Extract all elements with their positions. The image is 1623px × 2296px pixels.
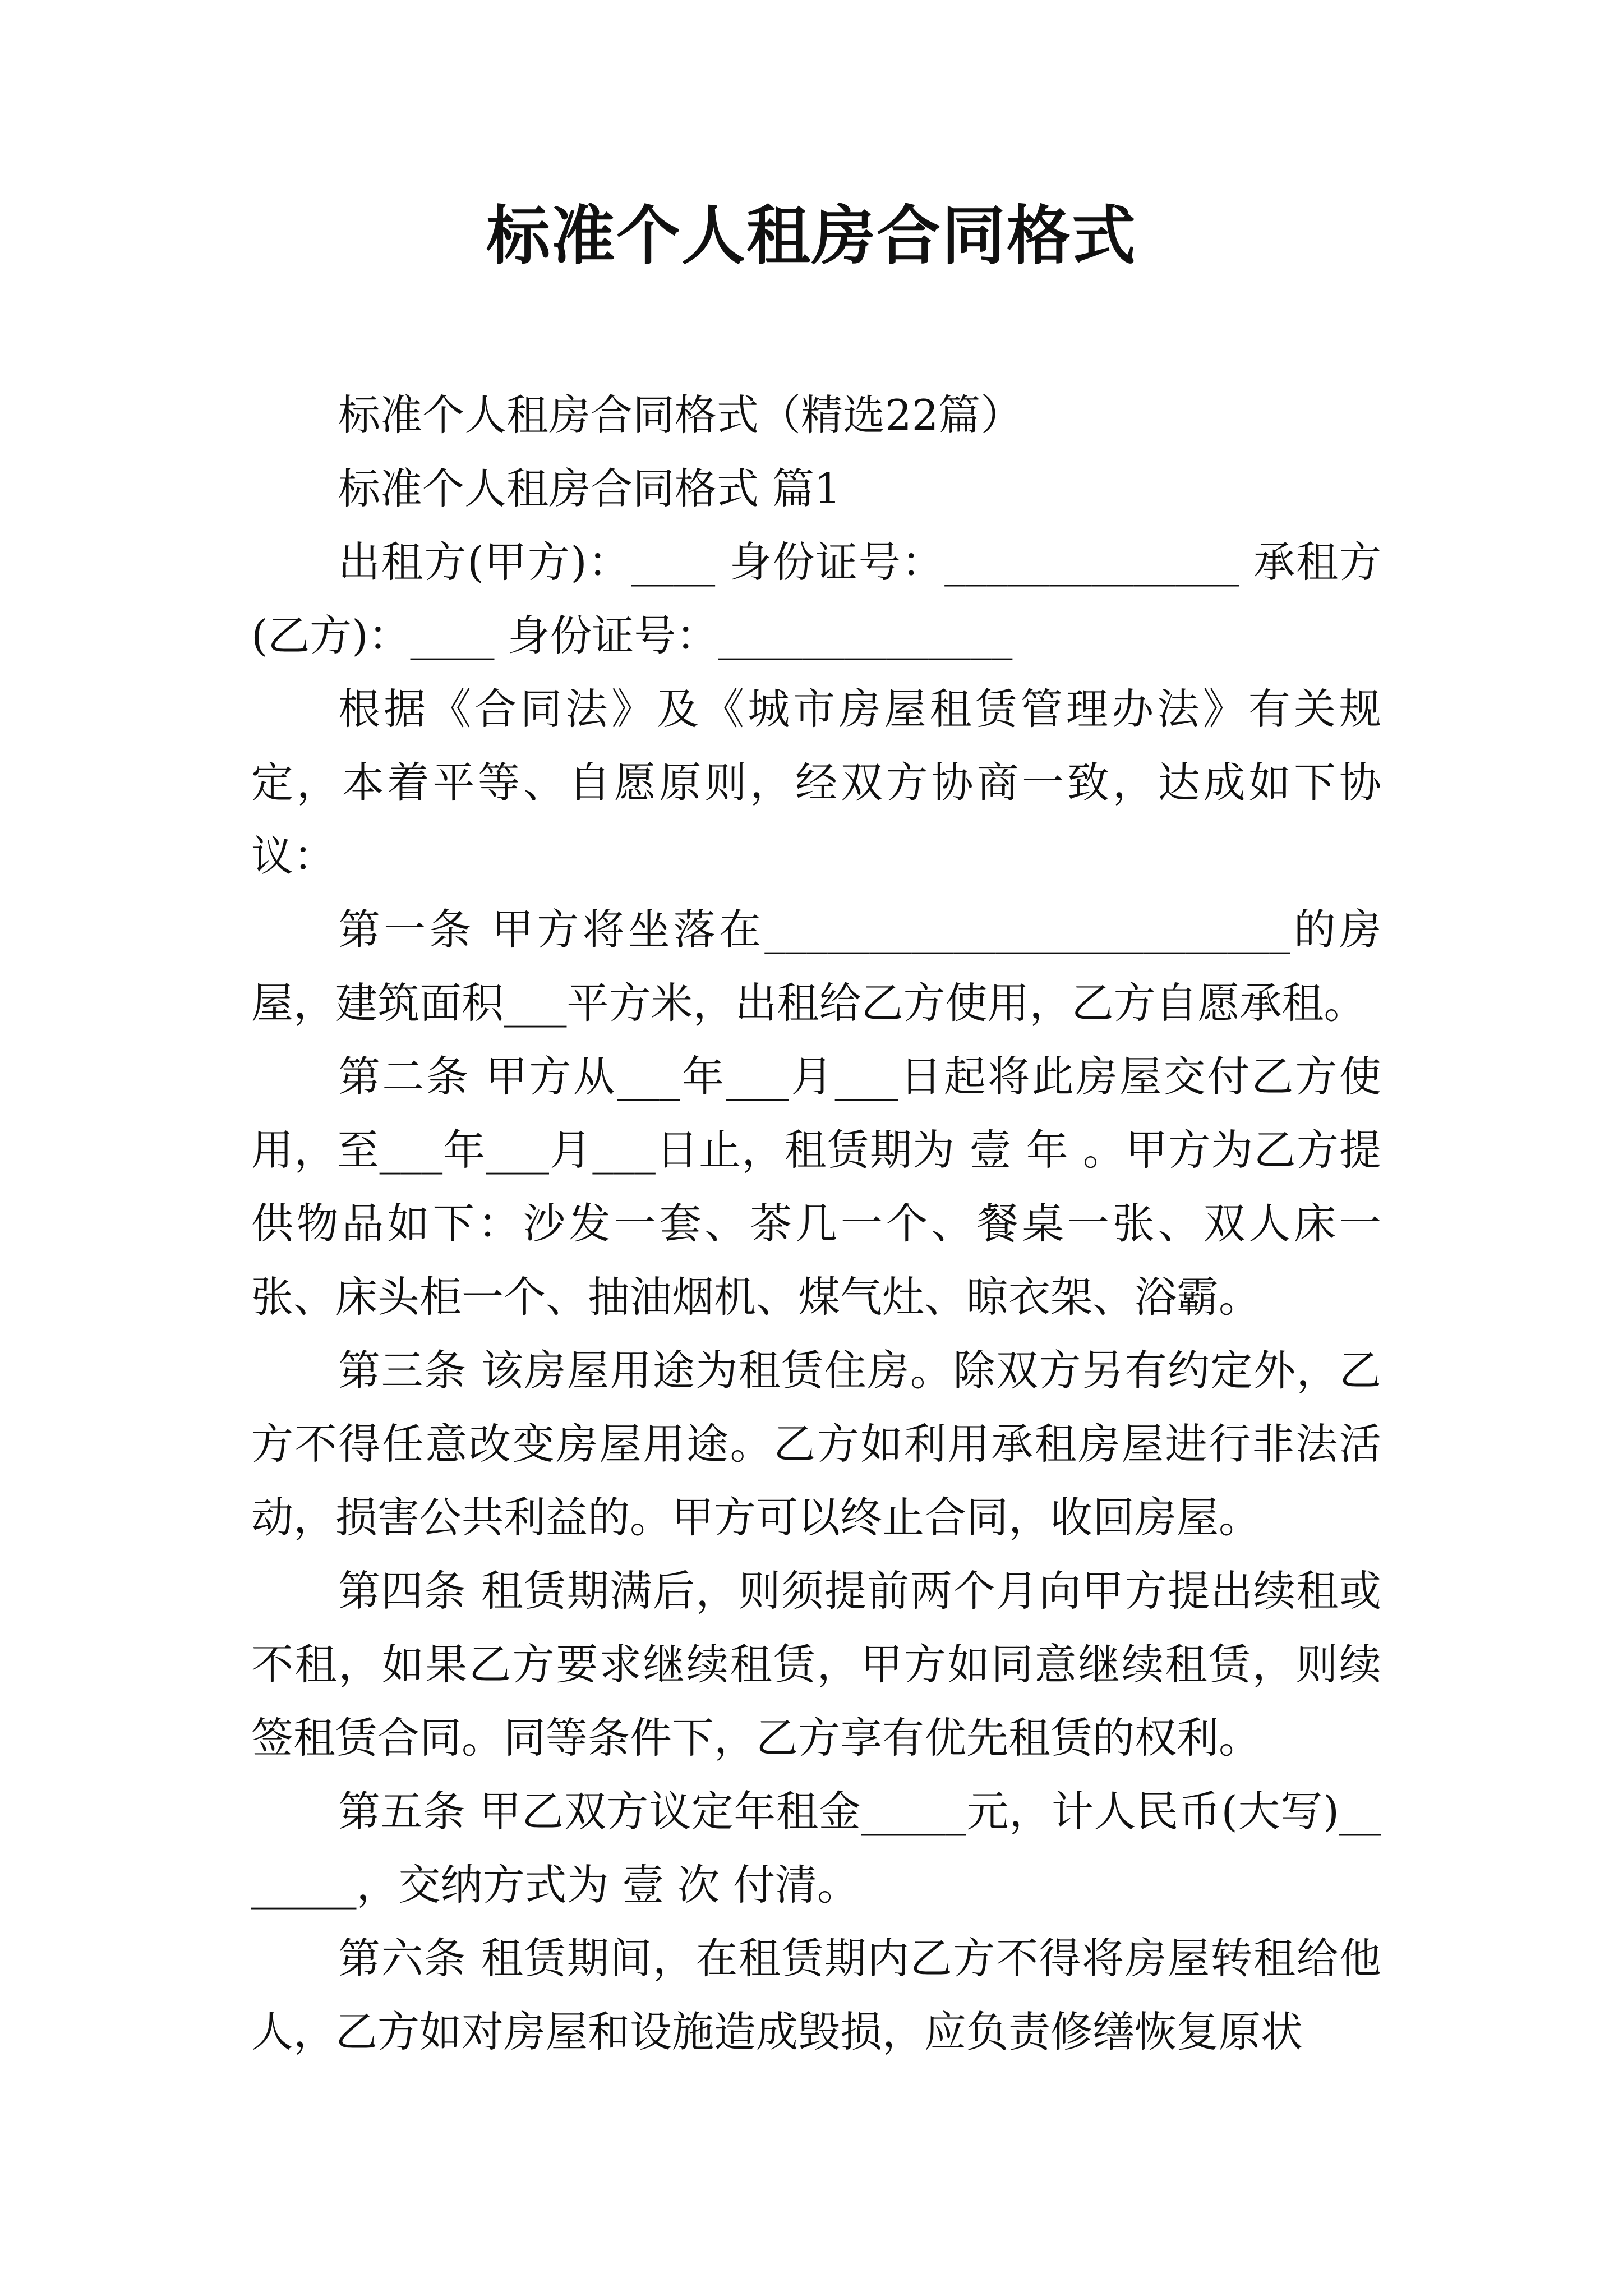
parties-paragraph: 出租方(甲方)：____ 身份证号：______________ 承租方(乙方)：____ 身份证号：______________ xyxy=(251,537,1381,660)
article-2: 第二条 甲方从___年___月___日起将此房屋交付乙方使用，至___年___月___日止，租赁期为 壹 年 。甲方为乙方提供物品如下：沙发一套、茶几一个、餐桌一张、双人床一张、床头柜一个、抽油烟机、煤气灶、晾衣架、浴霸。 xyxy=(251,1052,1381,1322)
article-5: 第五条 甲乙双方议定年租金_____元，计人民币(大写)_______，交纳方式为 壹 次 付清。 xyxy=(251,1787,1381,1910)
article-4: 第四条 租赁期满后，则须提前两个月向甲方提出续租或不租，如果乙方要求继续租赁，甲方如同意继续租赁，则续签租赁合同。同等条件下，乙方享有优先租赁的权利。 xyxy=(251,1566,1381,1763)
article-3: 第三条 该房屋用途为租赁住房。除双方另有约定外，乙方不得任意改变房屋用途。乙方如利用承租房屋进行非法活动，损害公共利益的。甲方可以终止合同，收回房屋。 xyxy=(251,1346,1381,1542)
section-heading: 标准个人租房合同格式 篇1 xyxy=(338,464,841,513)
document-body xyxy=(251,379,1381,2069)
subtitle-paragraph: 标准个人租房合同格式（精选22篇） xyxy=(338,390,1023,440)
article-1: 第一条 甲方将坐落在_________________________的房屋，建筑面积___平方米，出租给乙方使用，乙方自愿承租。 xyxy=(251,905,1381,1028)
document-title: 标准个人租房合同格式 xyxy=(486,198,1137,273)
preamble-paragraph: 根据《合同法》及《城市房屋租赁管理办法》有关规定，本着平等、自愿原则，经双方协商一致，达成如下协议： xyxy=(251,684,1381,881)
article-6: 第六条 租赁期间，在租赁期内乙方不得将房屋转租给他人，乙方如对房屋和设施造成毁损，应负责修缮恢复原状 xyxy=(251,1934,1381,2056)
